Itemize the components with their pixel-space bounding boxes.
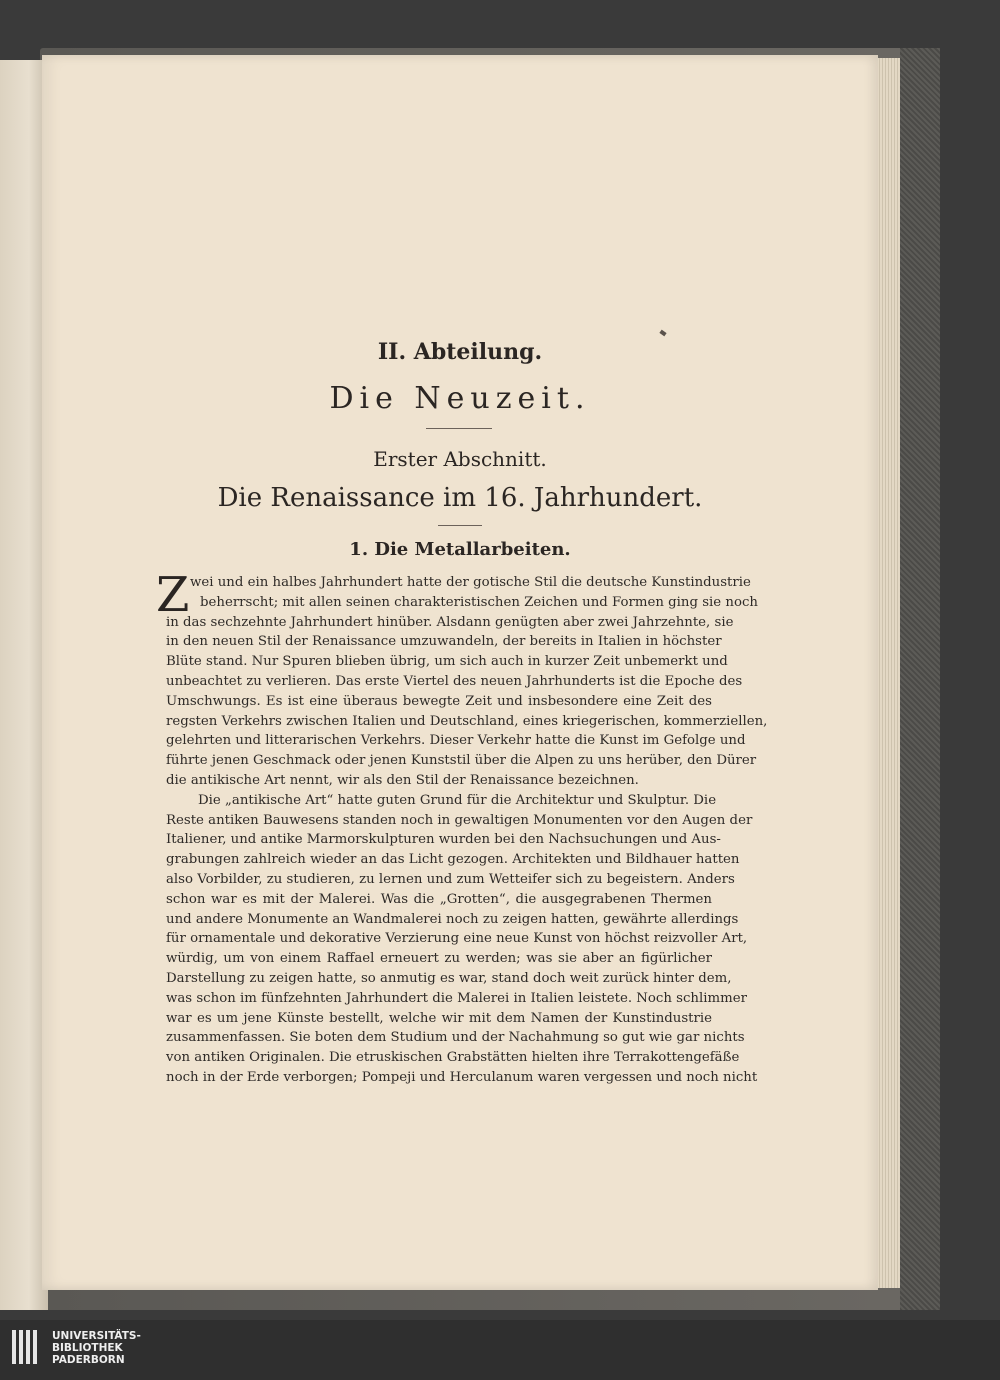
divider <box>426 428 492 429</box>
text-line: also Vorbilder, zu studieren, zu lernen und zum Wetteifer sich zu begeistern. Anders <box>166 871 735 887</box>
library-logo-text <box>52 1330 141 1366</box>
text-line: Italiener, und antike Marmorskulpturen wurden bei den Nachsuchungen und Aus- <box>166 832 721 848</box>
body-text <box>156 567 768 1088</box>
text-line: Die „antikische Art“ hatte guten Grund für die Architektur und Skulptur. Die <box>198 792 717 808</box>
text-line: wei und ein halbes Jahrhundert hatte der gotische Stil die deutsche Kunstindustrie <box>190 575 751 590</box>
text-line: Darstellung zu zeigen hatte, so anmutig es war, stand doch weit zurück hinter dem, <box>166 970 732 986</box>
drop-cap: Z <box>156 567 190 623</box>
text-line: noch in der Erde verborgen; Pompeji und Herculanum waren vergessen und noch nicht <box>166 1069 758 1085</box>
section-title: Die Renaissance im 16. Jahrhundert. <box>217 483 703 513</box>
library-name-line: BIBLIOTHEK <box>52 1342 123 1354</box>
divider <box>438 525 482 526</box>
text-line: regsten Verkehrs zwischen Italien und Deutschland, eines kriegerischen, kommerziellen, <box>166 713 768 729</box>
ink-speck <box>659 330 666 337</box>
text-line: würdig, um von einem Raffael erneuert zu werden; was sie aber an figürlicher <box>166 951 712 967</box>
text-line: von antiken Originalen. Die etruskischen Grabstätten hielten ihre Terrakottengefäße <box>166 1050 740 1066</box>
text-line: in den neuen Stil der Renaissance umzuwandeln, der bereits in Italien in höchster <box>166 634 722 650</box>
part-title: Die Neuzeit. <box>329 381 591 416</box>
part-heading: II. Abteilung. <box>377 339 543 365</box>
text-line: grabungen zahlreich wieder an das Licht gezogen. Architekten und Bildhauer hatten <box>166 852 740 868</box>
text-line: in das sechzehnte Jahrhundert hinüber. Alsdann genügten aber zwei Jahrzehnte, sie <box>166 614 734 630</box>
book-cloth-binding <box>900 48 940 1310</box>
section-heading: Erster Abschnitt. <box>373 447 547 471</box>
text-line: was schon im fünfzehnten Jahrhundert die Malerei in Italien leistete. Noch schlimmer <box>166 990 747 1006</box>
text-line: die antikische Art nennt, wir als den Stil der Renaissance bezeichnen. <box>166 772 639 788</box>
text-line: führte jenen Geschmack oder jenen Kunststil über die Alpen zu uns herüber, den Dürer <box>166 753 757 769</box>
library-logo-icon <box>12 1330 40 1364</box>
library-name-line: PADERBORN <box>52 1354 125 1366</box>
text-line: schon war es mit der Malerei. Was die „Grotten“, die ausgegrabenen Thermen <box>166 891 712 907</box>
text-line: Umschwungs. Es ist eine überaus bewegte Zeit und insbesondere eine Zeit des <box>166 693 712 709</box>
library-footer <box>0 1320 1000 1380</box>
text-line: gelehrten und litterarischen Verkehrs. Dieser Verkehr hatte die Kunst im Gefolge und <box>166 733 746 749</box>
text-line: und andere Monumente an Wandmalerei noch zu zeigen hatten, gewährte allerdings <box>166 911 739 927</box>
chapter-heading: 1. Die Metallarbeiten. <box>349 539 571 560</box>
book-page <box>42 55 878 1290</box>
text-line: Blüte stand. Nur Spuren blieben übrig, um sich auch in kurzer Zeit unbemerkt und <box>166 654 728 670</box>
text-line: unbeachtet zu verlieren. Das erste Viertel des neuen Jahrhunderts ist die Epoche des <box>166 673 743 689</box>
text-line: für ornamentale und dekorative Verzierung eine neue Kunst von höchst reizvoller Art, <box>166 931 748 947</box>
text-line: Reste antiken Bauwesens standen noch in gewaltigen Monumenten vor den Augen der <box>166 812 753 828</box>
library-name-line: UNIVERSITÄTS- <box>52 1330 141 1342</box>
text-line: war es um jene Künste bestellt, welche wir mit dem Namen der Kunstindustrie <box>166 1010 712 1026</box>
text-line: beherrscht; mit allen seinen charakteristischen Zeichen und Formen ging sie noch <box>200 594 758 610</box>
text-line: zusammenfassen. Sie boten dem Studium und der Nachahmung so gut wie gar nichts <box>166 1030 745 1046</box>
facing-page-edge <box>0 60 48 1310</box>
